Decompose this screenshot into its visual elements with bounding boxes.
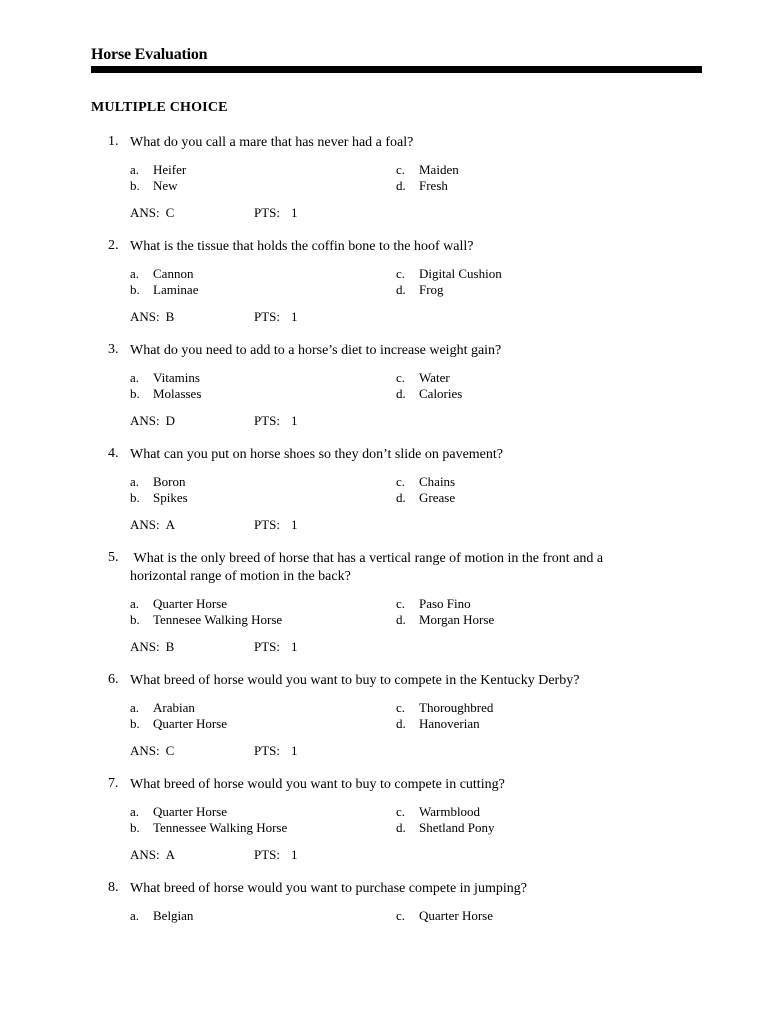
points-label: PTS: — [254, 743, 281, 758]
option-letter: a. — [130, 474, 140, 489]
option-letter: b. — [130, 716, 140, 731]
option-letter: d. — [396, 282, 406, 297]
option-letter: d. — [396, 490, 406, 505]
option-text: Quarter Horse — [153, 804, 227, 819]
points-value: 1 — [291, 639, 298, 654]
option-text: New — [153, 178, 178, 193]
option-d — [396, 490, 455, 506]
answer-label: ANS: — [130, 205, 160, 220]
option-b — [130, 178, 178, 194]
option-text: Spikes — [153, 490, 188, 505]
answer-label: ANS: — [130, 309, 160, 324]
answer-line — [130, 205, 174, 221]
question-number: 1. — [108, 134, 119, 149]
option-letter: c. — [396, 266, 406, 281]
option-b — [130, 716, 227, 732]
question-number: 4. — [108, 446, 119, 461]
option-text: Morgan Horse — [419, 612, 495, 627]
option-letter: c. — [396, 908, 406, 923]
option-letter: a. — [130, 266, 140, 281]
question-number: 2. — [108, 238, 119, 253]
option-b — [130, 612, 282, 628]
answer-value: C — [165, 205, 175, 220]
option-text: Warmblood — [419, 804, 481, 819]
option-a — [130, 700, 195, 716]
points-value: 1 — [291, 413, 298, 428]
option-letter: c. — [396, 700, 406, 715]
answer-label: ANS: — [130, 743, 160, 758]
points-label: PTS: — [254, 205, 281, 220]
question-text: What do you need to add to a horse’s diet to increase weight gain? — [130, 343, 502, 358]
option-letter: c. — [396, 804, 406, 819]
option-text: Water — [419, 370, 450, 385]
option-c — [396, 700, 493, 716]
option-text: Quarter Horse — [153, 716, 227, 731]
option-text: Digital Cushion — [419, 266, 502, 281]
question-text: What is the tissue that holds the coffin bone to the hoof wall? — [130, 239, 474, 254]
option-text: Grease — [419, 490, 456, 505]
points-value: 1 — [291, 205, 298, 220]
option-text: Shetland Pony — [419, 820, 495, 835]
option-text: Tennesee Walking Horse — [153, 612, 283, 627]
option-letter: a. — [130, 700, 140, 715]
option-text: Belgian — [153, 908, 194, 923]
option-text: Heifer — [153, 162, 187, 177]
option-a — [130, 266, 193, 282]
option-c — [396, 474, 455, 490]
points-line — [254, 309, 298, 325]
option-letter: c. — [396, 474, 406, 489]
answer-line — [130, 639, 174, 655]
points-value: 1 — [291, 517, 298, 532]
option-text: Chains — [419, 474, 456, 489]
points-value: 1 — [291, 743, 298, 758]
option-letter: a. — [130, 162, 140, 177]
answer-value: A — [165, 847, 176, 862]
answer-value: C — [165, 743, 175, 758]
option-letter: d. — [396, 820, 406, 835]
answer-label: ANS: — [130, 639, 160, 654]
option-d — [396, 612, 494, 628]
question-text: What can you put on horse shoes so they don’t slide on pavement? — [130, 447, 503, 462]
answer-line — [130, 413, 175, 429]
answer-label: ANS: — [130, 517, 160, 532]
option-text: Tennessee Walking Horse — [153, 820, 288, 835]
points-line — [254, 847, 298, 863]
option-c — [396, 908, 493, 924]
option-text: Molasses — [153, 386, 202, 401]
option-b — [130, 386, 201, 402]
points-label: PTS: — [254, 309, 281, 324]
option-letter: c. — [396, 162, 406, 177]
option-text: Hanoverian — [419, 716, 480, 731]
answer-line — [130, 743, 174, 759]
option-text: Laminae — [153, 282, 199, 297]
points-line — [254, 517, 298, 533]
option-text: Maiden — [419, 162, 459, 177]
option-letter: c. — [396, 370, 406, 385]
option-letter: b. — [130, 178, 140, 193]
option-text: Quarter Horse — [419, 908, 493, 923]
option-d — [396, 386, 462, 402]
points-line — [254, 743, 298, 759]
points-line — [254, 639, 298, 655]
question-number: 3. — [108, 342, 119, 357]
question-text: What is the only breed of horse that has a vertical range of motion in the front and a horizontal range of motion in the back? — [130, 551, 607, 584]
option-b — [130, 820, 287, 836]
points-label: PTS: — [254, 517, 281, 532]
option-letter: a. — [130, 370, 140, 385]
option-letter: b. — [130, 282, 140, 297]
section-heading: MULTIPLE CHOICE — [91, 100, 228, 115]
question-text: What do you call a mare that has never had a foal? — [130, 135, 414, 150]
option-letter: a. — [130, 908, 140, 923]
answer-line — [130, 517, 175, 533]
points-label: PTS: — [254, 413, 281, 428]
question-number: 5. — [108, 550, 119, 565]
option-b — [130, 282, 198, 298]
title-rule — [91, 66, 702, 73]
option-c — [396, 162, 459, 178]
question-number: 6. — [108, 672, 119, 687]
document-title: Horse Evaluation — [91, 46, 208, 63]
option-text: Arabian — [153, 700, 195, 715]
option-text: Fresh — [419, 178, 448, 193]
option-c — [396, 266, 502, 282]
option-text: Quarter Horse — [153, 596, 227, 611]
option-letter: d. — [396, 386, 406, 401]
option-letter: d. — [396, 178, 406, 193]
answer-value: A — [165, 517, 176, 532]
points-line — [254, 205, 298, 221]
option-a — [130, 804, 227, 820]
option-b — [130, 490, 188, 506]
option-a — [130, 162, 186, 178]
option-a — [130, 596, 227, 612]
option-d — [396, 282, 444, 298]
option-letter: b. — [130, 386, 140, 401]
option-c — [396, 804, 480, 820]
option-letter: b. — [130, 612, 140, 627]
option-d — [396, 716, 480, 732]
answer-label: ANS: — [130, 847, 160, 862]
option-text: Vitamins — [153, 370, 200, 385]
question-text: What breed of horse would you want to buy to compete in cutting? — [130, 777, 505, 792]
option-text: Frog — [419, 282, 444, 297]
option-text: Calories — [419, 386, 463, 401]
option-letter: a. — [130, 804, 140, 819]
answer-line — [130, 847, 175, 863]
answer-value: D — [165, 413, 176, 428]
option-text: Thoroughbred — [419, 700, 494, 715]
points-label: PTS: — [254, 639, 281, 654]
option-letter: d. — [396, 612, 406, 627]
option-a — [130, 474, 186, 490]
question-number: 8. — [108, 880, 119, 895]
option-c — [396, 370, 450, 386]
points-line — [254, 413, 298, 429]
answer-value: B — [165, 309, 175, 324]
points-value: 1 — [291, 309, 298, 324]
option-c — [396, 596, 471, 612]
option-a — [130, 370, 200, 386]
question-text: What breed of horse would you want to buy to compete in the Kentucky Derby? — [130, 673, 580, 688]
option-text: Paso Fino — [419, 596, 471, 611]
option-letter: c. — [396, 596, 406, 611]
option-letter: b. — [130, 490, 140, 505]
answer-value: B — [165, 639, 175, 654]
option-a — [130, 908, 193, 924]
answer-label: ANS: — [130, 413, 160, 428]
option-d — [396, 820, 494, 836]
option-d — [396, 178, 448, 194]
option-text: Cannon — [153, 266, 194, 281]
question-text: What breed of horse would you want to purchase compete in jumping? — [130, 881, 527, 896]
points-value: 1 — [291, 847, 298, 862]
option-letter: b. — [130, 820, 140, 835]
question-number: 7. — [108, 776, 119, 791]
answer-line — [130, 309, 174, 325]
option-text: Boron — [153, 474, 186, 489]
option-letter: d. — [396, 716, 406, 731]
points-label: PTS: — [254, 847, 281, 862]
option-letter: a. — [130, 596, 140, 611]
